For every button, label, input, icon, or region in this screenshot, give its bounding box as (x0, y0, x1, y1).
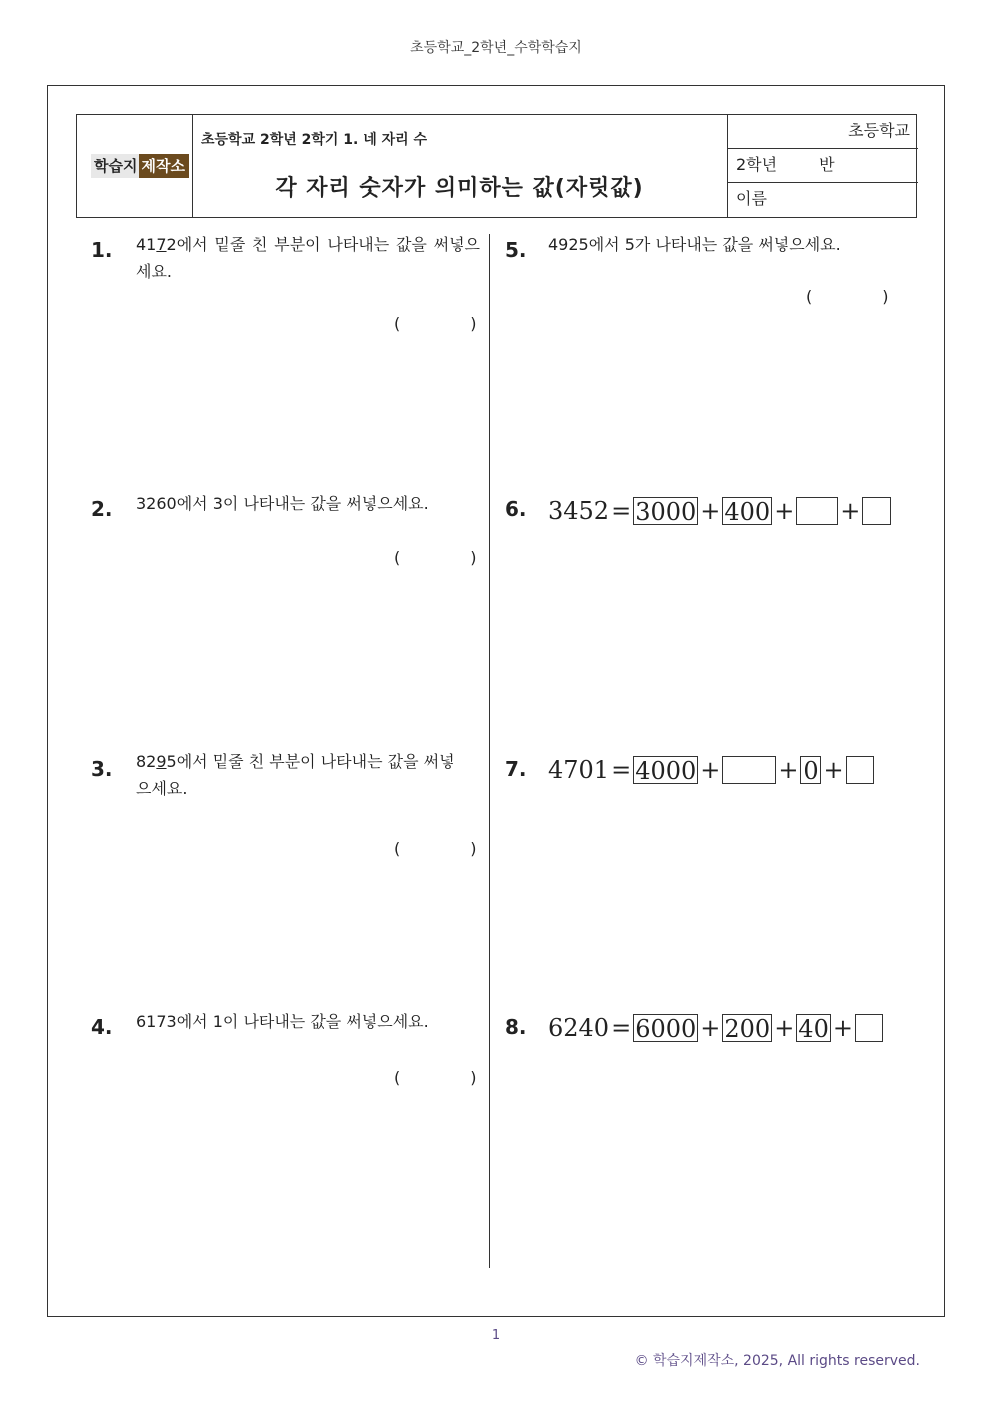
logo (91, 154, 189, 178)
question-8-equation (548, 1012, 883, 1044)
question-4-number: 4. (91, 1015, 113, 1039)
answer-open-paren: ( (394, 1068, 401, 1087)
plus-sign: + (840, 497, 861, 525)
plus-sign: + (778, 756, 799, 784)
answer-open-paren: ( (394, 548, 401, 567)
plus-sign: + (700, 497, 721, 525)
equation-lhs: 3452 (548, 497, 610, 525)
student-info-table (727, 115, 918, 217)
equals-sign: = (611, 497, 632, 525)
question-3-number: 3. (91, 757, 113, 781)
school-field[interactable] (728, 115, 918, 149)
document-title: 초등학교_2학년_수학학습지 (410, 40, 582, 56)
question-3-underlined-digit: 9 (156, 752, 167, 771)
grade-class-field[interactable] (728, 149, 918, 183)
question-2-answer-blank[interactable] (394, 548, 477, 567)
question-5-text: 4925에서 5가 나타내는 값을 써넣으세요. (548, 235, 841, 254)
logo-cell (77, 115, 193, 217)
grade-label: 2학년 (736, 155, 778, 174)
question-1-answer-blank[interactable] (394, 314, 477, 333)
question-6-equation (548, 495, 891, 527)
question-5-answer-blank[interactable] (806, 287, 889, 306)
place-value-box-thousands[interactable]: 4000 (635, 757, 697, 785)
answer-open-paren: ( (394, 314, 401, 333)
answer-close-paren: ) (882, 287, 889, 306)
question-1-text (136, 231, 480, 285)
answer-close-paren: ) (470, 839, 477, 858)
place-value-box-ones[interactable] (862, 497, 891, 525)
question-7-number: 7. (505, 757, 527, 781)
question-4-text: 6173에서 1이 나타내는 값을 써넣으세요. (136, 1012, 429, 1031)
unit-subtitle: 초등학교 2학년 2학기 1. 네 자리 수 (201, 132, 428, 148)
logo-text-dark: 제작소 (139, 154, 188, 178)
question-1-text-part: 2에서 밑줄 친 부분이 나타내는 값을 써넣으세요. (136, 235, 480, 281)
question-4-answer-blank[interactable] (394, 1068, 477, 1087)
equals-sign: = (611, 1014, 632, 1042)
place-value-box-thousands[interactable]: 3000 (635, 498, 697, 526)
answer-open-paren: ( (394, 839, 401, 858)
place-value-box-thousands[interactable]: 6000 (635, 1015, 697, 1043)
place-value-box-tens[interactable]: 40 (798, 1015, 829, 1043)
copyright-notice: © 학습지제작소, 2025, All rights reserved. (634, 1353, 920, 1369)
question-6-number: 6. (505, 497, 527, 521)
answer-close-paren: ) (470, 548, 477, 567)
place-value-box-hundreds[interactable]: 400 (724, 498, 771, 526)
name-label: 이름 (736, 189, 767, 208)
logo-text-light: 학습지 (91, 154, 139, 178)
question-3-answer-blank[interactable] (394, 839, 477, 858)
column-divider (489, 234, 490, 1268)
question-3-text-part: 82 (136, 752, 157, 771)
question-5-number: 5. (505, 238, 527, 262)
worksheet-header (76, 114, 917, 218)
place-value-box-ones[interactable] (855, 1014, 883, 1042)
question-7-equation (548, 754, 874, 786)
name-field[interactable] (728, 183, 918, 217)
question-1-underlined-digit: 7 (156, 235, 167, 254)
plus-sign: + (700, 1014, 721, 1042)
place-value-box-hundreds[interactable]: 200 (724, 1015, 771, 1043)
question-8-number: 8. (505, 1015, 527, 1039)
class-label: 반 (819, 155, 835, 174)
place-value-box-hundreds[interactable] (722, 756, 776, 784)
place-value-box-tens[interactable]: 0 (800, 756, 821, 784)
worksheet-title: 각 자리 숫자가 의미하는 값(자릿값) (275, 176, 644, 201)
question-1-text-part: 41 (136, 235, 157, 254)
answer-close-paren: ) (470, 1068, 477, 1087)
plus-sign: + (774, 1014, 795, 1042)
question-2-number: 2. (91, 497, 113, 521)
plus-sign: + (700, 756, 721, 784)
plus-sign: + (832, 1014, 853, 1042)
place-value-box-ones[interactable] (846, 756, 874, 784)
place-value-box-tens[interactable] (796, 497, 838, 525)
equation-lhs: 4701 (548, 756, 610, 784)
question-2-text: 3260에서 3이 나타내는 값을 써넣으세요. (136, 494, 429, 513)
page-number: 1 (491, 1328, 501, 1343)
question-1-number: 1. (91, 238, 113, 262)
equation-lhs: 6240 (548, 1014, 610, 1042)
school-label: 초등학교 (848, 121, 910, 140)
plus-sign: + (774, 497, 795, 525)
answer-open-paren: ( (806, 287, 813, 306)
question-3-text-part: 5에서 밑줄 친 부분이 나타내는 값을 써넣으세요. (136, 752, 455, 798)
question-3-text (136, 748, 456, 802)
plus-sign: + (823, 756, 844, 784)
equals-sign: = (611, 756, 632, 784)
answer-close-paren: ) (470, 314, 477, 333)
